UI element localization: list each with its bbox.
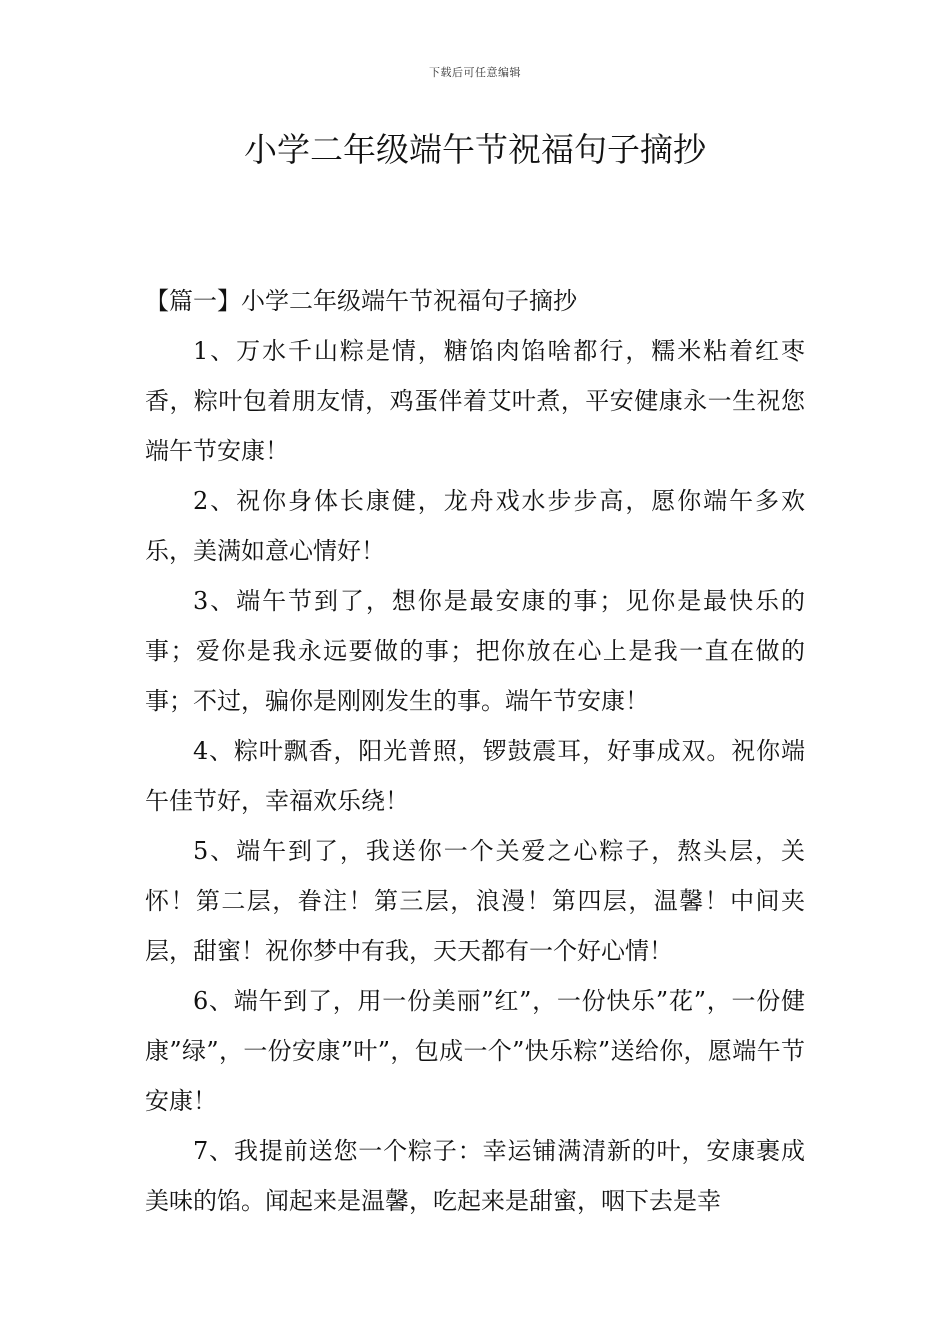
paragraph-3: 3、端午节到了，想你是最安康的事；见你是最快乐的事；爱你是我永远要做的事；把你放在心上是我一直在做的事；不过，骗你是刚刚发生的事。端午节安康！ [145,587,805,715]
paragraph-4: 4、粽叶飘香，阳光普照，锣鼓震耳，好事成双。祝你端午佳节好，幸福欢乐绕！ [145,737,805,815]
document-body [145,276,805,1226]
paragraph-5: 5、端午到了，我送你一个关爱之心粽子，熬头层，关怀！第二层，眷注！第三层，浪漫！第四层，温馨！中间夹层，甜蜜！祝你梦中有我，天天都有一个好心情！ [145,837,805,965]
header-note: 下载后可任意编辑 [429,66,521,79]
paragraph-2: 2、祝你身体长康健，龙舟戏水步步高，愿你端午多欢乐，美满如意心情好！ [145,487,805,565]
document-title: 小学二年级端午节祝福句子摘抄 [244,130,706,169]
section-heading: 【篇一】小学二年级端午节祝福句子摘抄 [145,287,577,315]
paragraph-7: 7、我提前送您一个粽子：幸运铺满清新的叶，安康裹成美味的馅。闻起来是温馨，吃起来是甜蜜，咽下去是幸 [145,1137,805,1215]
paragraph-1: 1、万水千山粽是情，糖馅肉馅啥都行，糯米粘着红枣香，粽叶包着朋友情，鸡蛋伴着艾叶煮，平安健康永一生祝您端午节安康！ [145,337,805,465]
paragraph-6: 6、端午到了，用一份美丽”红”，一份快乐”花”，一份健康”绿”，一份安康”叶”，包成一个”快乐粽”送给你，愿端午节安康！ [145,987,805,1115]
